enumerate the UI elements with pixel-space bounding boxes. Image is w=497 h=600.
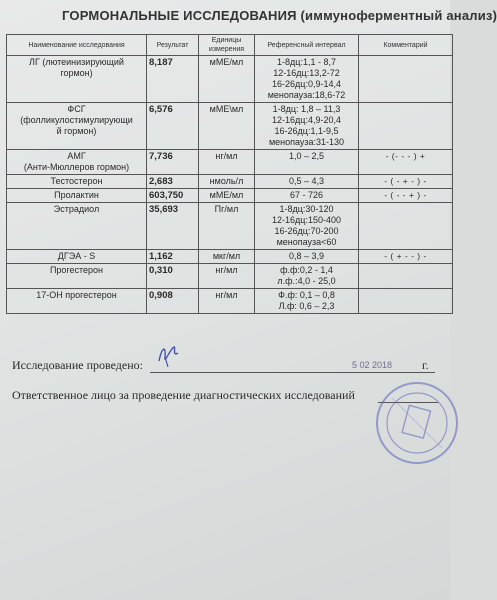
- table-header-row: [7, 35, 453, 56]
- cell-name: ДГЭА - S: [7, 250, 147, 264]
- table-row: [7, 175, 453, 189]
- performed-label: Исследование проведено:: [12, 358, 143, 372]
- header-name: Наименование исследования: [7, 35, 147, 56]
- cell-ref: ф.ф:0,2 - 1,4 л.ф.:4,0 - 25,0: [255, 264, 359, 289]
- table-row: [7, 250, 453, 264]
- table-row: [7, 189, 453, 203]
- cell-result: 1,162: [147, 250, 199, 264]
- cell-comment: - ( - + - ) -: [359, 175, 453, 189]
- table-row: [7, 103, 453, 150]
- document-title: ГОРМОНАЛЬНЫЕ ИССЛЕДОВАНИЯ (иммуноферментный анализ): [62, 8, 497, 23]
- cell-name: ЛГ (лютеинизирующий гормон): [7, 56, 147, 103]
- cell-name: Прогестерон: [7, 264, 147, 289]
- table-row: [7, 264, 453, 289]
- table-row: [7, 150, 453, 175]
- cell-comment: - (- - - ) +: [359, 150, 453, 175]
- cell-ref: 0,8 – 3,9: [255, 250, 359, 264]
- cell-name: 17-ОН прогестерон: [7, 289, 147, 314]
- cell-ref: Ф.ф: 0,1 – 0,8 Л.ф: 0,6 – 2,3: [255, 289, 359, 314]
- clinic-stamp: [372, 378, 462, 468]
- cell-comment: [359, 103, 453, 150]
- cell-result: 0,908: [147, 289, 199, 314]
- cell-comment: [359, 56, 453, 103]
- signature-mark: [156, 343, 182, 369]
- header-comment: Комментарий: [359, 35, 453, 56]
- cell-ref: 67 - 726: [255, 189, 359, 203]
- cell-result: 35,693: [147, 203, 199, 250]
- year-suffix: г.: [422, 358, 429, 372]
- cell-unit: нмоль/л: [199, 175, 255, 189]
- cell-result: 0,310: [147, 264, 199, 289]
- cell-ref: 1-8дц:30-120 12-16дц:150-400 16-26дц:70-200 менопауза<60: [255, 203, 359, 250]
- cell-unit: нг/мл: [199, 150, 255, 175]
- performed-underline: [150, 372, 435, 373]
- cell-comment: [359, 203, 453, 250]
- table-row: [7, 56, 453, 103]
- cell-result: 8,187: [147, 56, 199, 103]
- table-row: [7, 203, 453, 250]
- cell-name: АМГ (Анти-Мюллеров гормон): [7, 150, 147, 175]
- table-row: [7, 289, 453, 314]
- cell-result: 7,736: [147, 150, 199, 175]
- cell-ref: 1-8дц:1,1 - 8,7 12-16дц:13,2-72 16-26дц:0,9-14,4 менопауза:18,6-72: [255, 56, 359, 103]
- cell-unit: Пг/мл: [199, 203, 255, 250]
- header-unit: Единицы измерения: [199, 35, 255, 56]
- responsible-label: Ответственное лицо за проведение диагностических исследований: [12, 388, 355, 402]
- cell-ref: 0,5 – 4,3: [255, 175, 359, 189]
- cell-ref: 1-8дц: 1,8 – 11,3 12-16дц:4,9-20,4 16-26дц:1,1-9,5 менопауза:31-130: [255, 103, 359, 150]
- cell-name: Эстрадиол: [7, 203, 147, 250]
- date-stamp: 5 02 2018: [352, 360, 393, 370]
- cell-ref: 1,0 – 2,5: [255, 150, 359, 175]
- cell-comment: - ( - - + ) -: [359, 189, 453, 203]
- cell-unit: мМЕ/мл: [199, 56, 255, 103]
- cell-unit: мМЕ/мл: [199, 189, 255, 203]
- results-table: [6, 34, 453, 314]
- header-result: Результат: [147, 35, 199, 56]
- cell-name: Пролактин: [7, 189, 147, 203]
- cell-unit: мМЕ\мл: [199, 103, 255, 150]
- cell-comment: - ( + - - ) -: [359, 250, 453, 264]
- cell-comment: [359, 289, 453, 314]
- cell-name: Тестостерон: [7, 175, 147, 189]
- cell-unit: нг/мл: [199, 264, 255, 289]
- cell-unit: нг/мл: [199, 289, 255, 314]
- cell-unit: мкг/мл: [199, 250, 255, 264]
- cell-result: 603,750: [147, 189, 199, 203]
- cell-comment: [359, 264, 453, 289]
- cell-name: ФСГ (фолликулостимулирующи й гормон): [7, 103, 147, 150]
- cell-result: 6,576: [147, 103, 199, 150]
- header-ref: Референсный интервал: [255, 35, 359, 56]
- cell-result: 2,683: [147, 175, 199, 189]
